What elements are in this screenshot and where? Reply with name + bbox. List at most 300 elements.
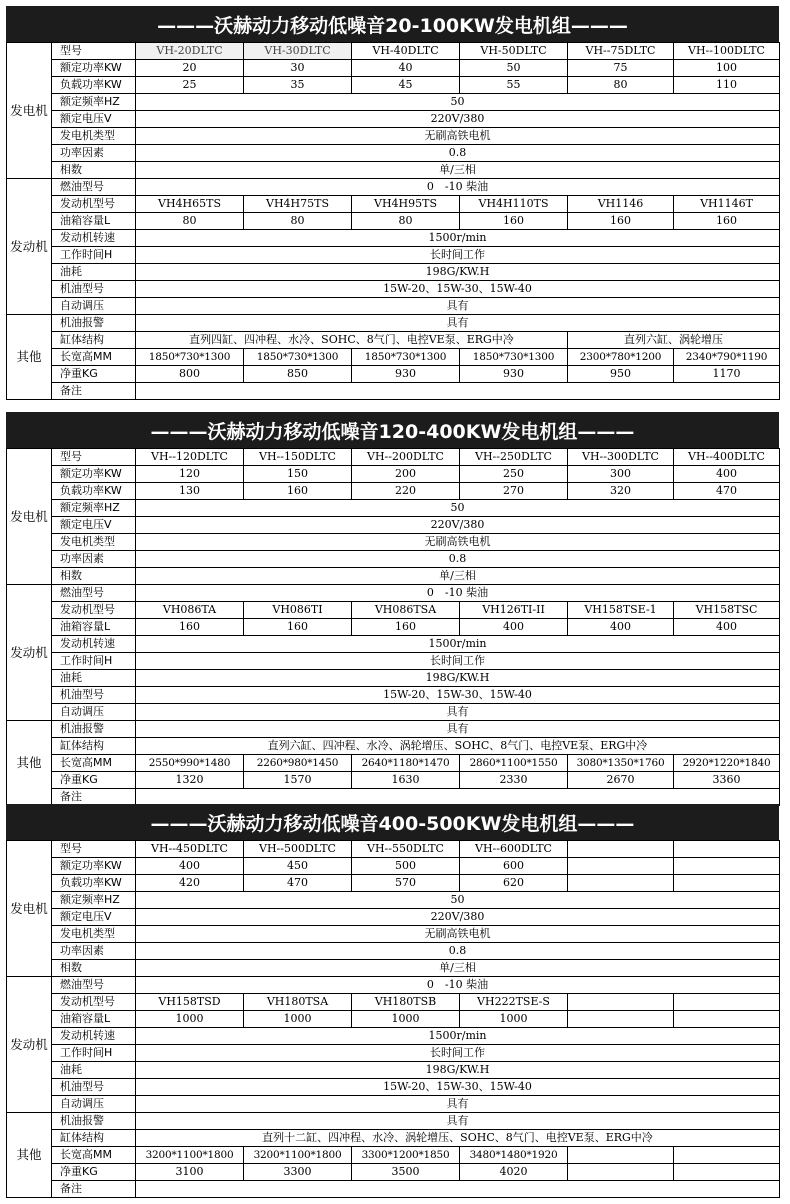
row-label: 型号	[52, 841, 136, 858]
table-cell	[674, 1164, 780, 1181]
table-cell: VH180TSA	[244, 994, 352, 1011]
table-cell: 35	[244, 77, 352, 94]
row-label: 燃油型号	[52, 585, 136, 602]
table-cell: 直列六缸、涡轮增压	[568, 332, 780, 349]
table-cell: 160	[352, 619, 460, 636]
group-label: 其他	[7, 721, 52, 806]
table-row	[7, 1096, 780, 1113]
table-cell: 20	[136, 60, 244, 77]
table-cell: 30	[244, 60, 352, 77]
table-row	[7, 909, 780, 926]
table-cell: VH-20DLTC	[136, 43, 244, 60]
table-cell: VH158TSD	[136, 994, 244, 1011]
row-label: 缸体结构	[52, 738, 136, 755]
table-cell: 0.8	[136, 943, 780, 960]
table-cell: 220V/380	[136, 517, 780, 534]
table-cell: 3500	[352, 1164, 460, 1181]
table-row	[7, 500, 780, 517]
table-cell: 100	[674, 60, 780, 77]
table-cell: 1000	[136, 1011, 244, 1028]
table-cell: 470	[244, 875, 352, 892]
row-label: 发电机类型	[52, 534, 136, 551]
row-label: 机油型号	[52, 687, 136, 704]
table-cell	[568, 841, 674, 858]
table-cell: 1850*730*1300	[460, 349, 568, 366]
table-cell: 220V/380	[136, 111, 780, 128]
table-row	[7, 1045, 780, 1062]
table-cell: 50	[136, 892, 780, 909]
table-row	[7, 43, 780, 60]
row-label: 工作时间H	[52, 1045, 136, 1062]
table-row	[7, 466, 780, 483]
row-label: 净重KG	[52, 366, 136, 383]
table-row	[7, 1113, 780, 1130]
table-cell: 3480*1480*1920	[460, 1147, 568, 1164]
row-label: 型号	[52, 449, 136, 466]
table-cell: 130	[136, 483, 244, 500]
group-label: 发电机	[7, 841, 52, 977]
table-cell: VH158TSC	[674, 602, 780, 619]
table-cell: 15W-20、15W-30、15W-40	[136, 1079, 780, 1096]
row-label: 负载功率KW	[52, 875, 136, 892]
table-cell: VH1146T	[674, 196, 780, 213]
table-cell: 160	[244, 483, 352, 500]
table-cell: VH--100DLTC	[674, 43, 780, 60]
table-row	[7, 1028, 780, 1045]
table-row	[7, 77, 780, 94]
table-cell: 1850*730*1300	[136, 349, 244, 366]
table-cell	[136, 1181, 780, 1198]
row-label: 自动调压	[52, 1096, 136, 1113]
table-cell: 直列六缸、四冲程、水冷、涡轮增压、SOHC、8气门、电控VE泵、ERG中冷	[136, 738, 780, 755]
row-label: 工作时间H	[52, 247, 136, 264]
table-cell: 75	[568, 60, 674, 77]
table-cell: 2920*1220*1840	[674, 755, 780, 772]
spec-table	[6, 448, 780, 806]
table-cell: 400	[136, 858, 244, 875]
row-label: 净重KG	[52, 772, 136, 789]
table-row	[7, 349, 780, 366]
table-cell: 220V/380	[136, 909, 780, 926]
row-label: 额定频率HZ	[52, 892, 136, 909]
table-cell: 160	[568, 213, 674, 230]
row-label: 油耗	[52, 670, 136, 687]
table-cell: 80	[568, 77, 674, 94]
table-row	[7, 841, 780, 858]
row-label: 发动机转速	[52, 1028, 136, 1045]
table-cell	[568, 875, 674, 892]
table-row	[7, 704, 780, 721]
row-label: 额定频率HZ	[52, 94, 136, 111]
table-cell: 930	[460, 366, 568, 383]
group-label: 发动机	[7, 977, 52, 1113]
table-cell: 0.8	[136, 145, 780, 162]
table-cell: VH4H65TS	[136, 196, 244, 213]
table-row	[7, 196, 780, 213]
table-cell: VH4H75TS	[244, 196, 352, 213]
table-cell: 3300*1200*1850	[352, 1147, 460, 1164]
group-label: 发动机	[7, 179, 52, 315]
table-row	[7, 977, 780, 994]
row-label: 发动机转速	[52, 636, 136, 653]
spec-table	[6, 840, 780, 1198]
table-cell: 1850*730*1300	[352, 349, 460, 366]
table-cell: 110	[674, 77, 780, 94]
table-cell: 3200*1100*1800	[136, 1147, 244, 1164]
table-cell: 无刷高铁电机	[136, 128, 780, 145]
table-row	[7, 366, 780, 383]
table-row	[7, 1130, 780, 1147]
table-row	[7, 332, 780, 349]
table-cell: VH-40DLTC	[352, 43, 460, 60]
group-label: 发电机	[7, 449, 52, 585]
table-cell: 单/三相	[136, 568, 780, 585]
table-cell: 2260*980*1450	[244, 755, 352, 772]
row-label: 相数	[52, 568, 136, 585]
table-cell: 160	[136, 619, 244, 636]
table-cell: 850	[244, 366, 352, 383]
table-cell: VH1146	[568, 196, 674, 213]
table-cell: 1500r/min	[136, 230, 780, 247]
table-cell: 2670	[568, 772, 674, 789]
table-cell	[674, 858, 780, 875]
table-row	[7, 619, 780, 636]
table-row	[7, 568, 780, 585]
row-label: 长宽高MM	[52, 1147, 136, 1164]
row-label: 额定功率KW	[52, 858, 136, 875]
table-cell: 55	[460, 77, 568, 94]
table-cell: 320	[568, 483, 674, 500]
group-label: 发电机	[7, 43, 52, 179]
table-cell: VH--150DLTC	[244, 449, 352, 466]
table-cell: 400	[460, 619, 568, 636]
table-cell: 450	[244, 858, 352, 875]
table-cell: 0 -10 柴油	[136, 977, 780, 994]
section-title: ———沃赫动力移动低噪音400-500KW发电机组———	[6, 804, 779, 840]
group-label: 发动机	[7, 585, 52, 721]
row-label: 自动调压	[52, 298, 136, 315]
table-cell: 具有	[136, 1113, 780, 1130]
table-row	[7, 738, 780, 755]
table-cell: VH222TSE-S	[460, 994, 568, 1011]
table-cell: 15W-20、15W-30、15W-40	[136, 281, 780, 298]
table-cell: VH086TSA	[352, 602, 460, 619]
table-row	[7, 636, 780, 653]
table-cell	[136, 383, 780, 400]
row-label: 油箱容量L	[52, 1011, 136, 1028]
table-cell	[674, 875, 780, 892]
table-row	[7, 1181, 780, 1198]
table-row	[7, 875, 780, 892]
table-cell: VH180TSB	[352, 994, 460, 1011]
table-cell: 120	[136, 466, 244, 483]
row-label: 油耗	[52, 264, 136, 281]
table-cell: 长时间工作	[136, 247, 780, 264]
table-cell: VH4H95TS	[352, 196, 460, 213]
table-cell: 具有	[136, 1096, 780, 1113]
table-row	[7, 128, 780, 145]
table-cell: 160	[460, 213, 568, 230]
table-cell: 具有	[136, 704, 780, 721]
table-cell: VH086TI	[244, 602, 352, 619]
table-row	[7, 264, 780, 281]
table-row	[7, 517, 780, 534]
table-cell: 0.8	[136, 551, 780, 568]
table-row	[7, 772, 780, 789]
table-cell: 1000	[244, 1011, 352, 1028]
table-row	[7, 483, 780, 500]
table-cell: VH--300DLTC	[568, 449, 674, 466]
table-cell: 1000	[460, 1011, 568, 1028]
table-cell: 无刷高铁电机	[136, 534, 780, 551]
table-row	[7, 94, 780, 111]
table-cell: VH--120DLTC	[136, 449, 244, 466]
table-cell: 420	[136, 875, 244, 892]
table-row	[7, 755, 780, 772]
table-cell: 单/三相	[136, 162, 780, 179]
group-label: 其他	[7, 315, 52, 400]
table-row	[7, 789, 780, 806]
row-label: 机油报警	[52, 721, 136, 738]
table-cell: 80	[136, 213, 244, 230]
row-label: 功率因素	[52, 551, 136, 568]
table-cell: 长时间工作	[136, 653, 780, 670]
table-cell: 250	[460, 466, 568, 483]
table-cell: 160	[244, 619, 352, 636]
table-cell: 80	[352, 213, 460, 230]
row-label: 燃油型号	[52, 179, 136, 196]
table-cell: 50	[136, 94, 780, 111]
table-row	[7, 179, 780, 196]
table-row	[7, 602, 780, 619]
row-label: 发电机类型	[52, 128, 136, 145]
table-row	[7, 281, 780, 298]
table-cell: 500	[352, 858, 460, 875]
table-cell: VH--250DLTC	[460, 449, 568, 466]
table-cell: 470	[674, 483, 780, 500]
table-cell	[674, 1147, 780, 1164]
table-cell: 50	[460, 60, 568, 77]
table-cell: 1320	[136, 772, 244, 789]
table-row	[7, 943, 780, 960]
table-cell: 160	[674, 213, 780, 230]
table-cell: VH-30DLTC	[244, 43, 352, 60]
table-cell: 620	[460, 875, 568, 892]
table-cell: VH--600DLTC	[460, 841, 568, 858]
table-row	[7, 145, 780, 162]
row-label: 相数	[52, 162, 136, 179]
table-row	[7, 315, 780, 332]
table-cell: 930	[352, 366, 460, 383]
spec-section	[6, 412, 779, 806]
row-label: 额定电压V	[52, 517, 136, 534]
table-cell: 具有	[136, 721, 780, 738]
table-row	[7, 213, 780, 230]
spec-table	[6, 42, 780, 400]
table-cell: 570	[352, 875, 460, 892]
table-cell: VH--450DLTC	[136, 841, 244, 858]
row-label: 功率因素	[52, 943, 136, 960]
table-cell	[568, 1164, 674, 1181]
table-cell: 2550*990*1480	[136, 755, 244, 772]
table-cell: 50	[136, 500, 780, 517]
table-row	[7, 383, 780, 400]
row-label: 工作时间H	[52, 653, 136, 670]
row-label: 发动机型号	[52, 196, 136, 213]
table-cell: 1500r/min	[136, 1028, 780, 1045]
table-row	[7, 247, 780, 264]
table-cell: VH--500DLTC	[244, 841, 352, 858]
table-cell: 2860*1100*1550	[460, 755, 568, 772]
table-cell: VH126TI-II	[460, 602, 568, 619]
row-label: 机油型号	[52, 1079, 136, 1096]
row-label: 自动调压	[52, 704, 136, 721]
table-row	[7, 721, 780, 738]
table-cell: 220	[352, 483, 460, 500]
table-row	[7, 858, 780, 875]
table-row	[7, 1164, 780, 1181]
row-label: 机油型号	[52, 281, 136, 298]
table-cell: 800	[136, 366, 244, 383]
table-cell: 300	[568, 466, 674, 483]
row-label: 燃油型号	[52, 977, 136, 994]
table-cell: 950	[568, 366, 674, 383]
table-row	[7, 449, 780, 466]
table-cell: 1170	[674, 366, 780, 383]
table-row	[7, 926, 780, 943]
table-cell: 198G/KW.H	[136, 264, 780, 281]
table-row	[7, 298, 780, 315]
table-cell: 单/三相	[136, 960, 780, 977]
row-label: 缸体结构	[52, 332, 136, 349]
table-cell: 198G/KW.H	[136, 670, 780, 687]
table-row	[7, 892, 780, 909]
spec-section	[6, 804, 779, 1198]
row-label: 额定功率KW	[52, 466, 136, 483]
row-label: 机油报警	[52, 1113, 136, 1130]
section-title: ———沃赫动力移动低噪音120-400KW发电机组———	[6, 412, 779, 448]
row-label: 功率因素	[52, 145, 136, 162]
section-title: ———沃赫动力移动低噪音20-100KW发电机组———	[6, 6, 779, 42]
table-cell: 2300*780*1200	[568, 349, 674, 366]
row-label: 长宽高MM	[52, 755, 136, 772]
table-cell: 3200*1100*1800	[244, 1147, 352, 1164]
table-row	[7, 230, 780, 247]
row-label: 发电机类型	[52, 926, 136, 943]
table-cell: 2640*1180*1470	[352, 755, 460, 772]
table-cell: VH158TSE-1	[568, 602, 674, 619]
table-cell: VH--75DLTC	[568, 43, 674, 60]
table-cell: 25	[136, 77, 244, 94]
table-cell: 3080*1350*1760	[568, 755, 674, 772]
table-cell: 150	[244, 466, 352, 483]
table-row	[7, 111, 780, 128]
table-cell: VH--200DLTC	[352, 449, 460, 466]
table-cell	[674, 1011, 780, 1028]
table-cell	[674, 994, 780, 1011]
row-label: 额定频率HZ	[52, 500, 136, 517]
table-cell: VH086TA	[136, 602, 244, 619]
table-cell: VH--550DLTC	[352, 841, 460, 858]
table-row	[7, 551, 780, 568]
group-label: 其他	[7, 1113, 52, 1198]
table-cell: 600	[460, 858, 568, 875]
table-cell: 具有	[136, 315, 780, 332]
table-cell: 直列十二缸、四冲程、水冷、涡轮增压、SOHC、8气门、电控VE泵、ERG中冷	[136, 1130, 780, 1147]
row-label: 缸体结构	[52, 1130, 136, 1147]
row-label: 备注	[52, 789, 136, 806]
table-row	[7, 534, 780, 551]
table-cell: 1850*730*1300	[244, 349, 352, 366]
row-label: 油箱容量L	[52, 619, 136, 636]
table-cell: 0 -10 柴油	[136, 179, 780, 196]
table-cell: 270	[460, 483, 568, 500]
table-row	[7, 670, 780, 687]
table-row	[7, 1147, 780, 1164]
table-row	[7, 994, 780, 1011]
table-row	[7, 1062, 780, 1079]
table-cell: 80	[244, 213, 352, 230]
row-label: 发动机型号	[52, 602, 136, 619]
table-cell: 400	[568, 619, 674, 636]
table-cell: VH-50DLTC	[460, 43, 568, 60]
table-cell: 3360	[674, 772, 780, 789]
table-cell: 198G/KW.H	[136, 1062, 780, 1079]
table-row	[7, 1011, 780, 1028]
table-row	[7, 960, 780, 977]
table-row	[7, 653, 780, 670]
table-row	[7, 585, 780, 602]
row-label: 长宽高MM	[52, 349, 136, 366]
row-label: 净重KG	[52, 1164, 136, 1181]
table-row	[7, 60, 780, 77]
row-label: 额定功率KW	[52, 60, 136, 77]
row-label: 额定电压V	[52, 909, 136, 926]
table-cell	[568, 1011, 674, 1028]
table-cell: 具有	[136, 298, 780, 315]
table-cell: 无刷高铁电机	[136, 926, 780, 943]
row-label: 负载功率KW	[52, 77, 136, 94]
table-cell: 2340*790*1190	[674, 349, 780, 366]
table-row	[7, 1079, 780, 1096]
table-cell: 200	[352, 466, 460, 483]
row-label: 发动机型号	[52, 994, 136, 1011]
table-cell: 400	[674, 619, 780, 636]
table-cell: 2330	[460, 772, 568, 789]
table-cell	[568, 858, 674, 875]
row-label: 负载功率KW	[52, 483, 136, 500]
row-label: 油耗	[52, 1062, 136, 1079]
table-cell	[568, 994, 674, 1011]
table-cell: 0 -10 柴油	[136, 585, 780, 602]
table-cell: 1630	[352, 772, 460, 789]
table-cell: 长时间工作	[136, 1045, 780, 1062]
table-cell: 4020	[460, 1164, 568, 1181]
table-cell: 1570	[244, 772, 352, 789]
table-cell: 40	[352, 60, 460, 77]
table-cell: VH4H110TS	[460, 196, 568, 213]
row-label: 额定电压V	[52, 111, 136, 128]
table-cell: 直列四缸、四冲程、水冷、SOHC、8气门、电控VE泵、ERG中冷	[136, 332, 568, 349]
table-cell	[568, 1147, 674, 1164]
table-cell: 3300	[244, 1164, 352, 1181]
table-cell: VH--400DLTC	[674, 449, 780, 466]
row-label: 相数	[52, 960, 136, 977]
row-label: 油箱容量L	[52, 213, 136, 230]
table-cell	[136, 789, 780, 806]
row-label: 备注	[52, 1181, 136, 1198]
table-cell: 45	[352, 77, 460, 94]
